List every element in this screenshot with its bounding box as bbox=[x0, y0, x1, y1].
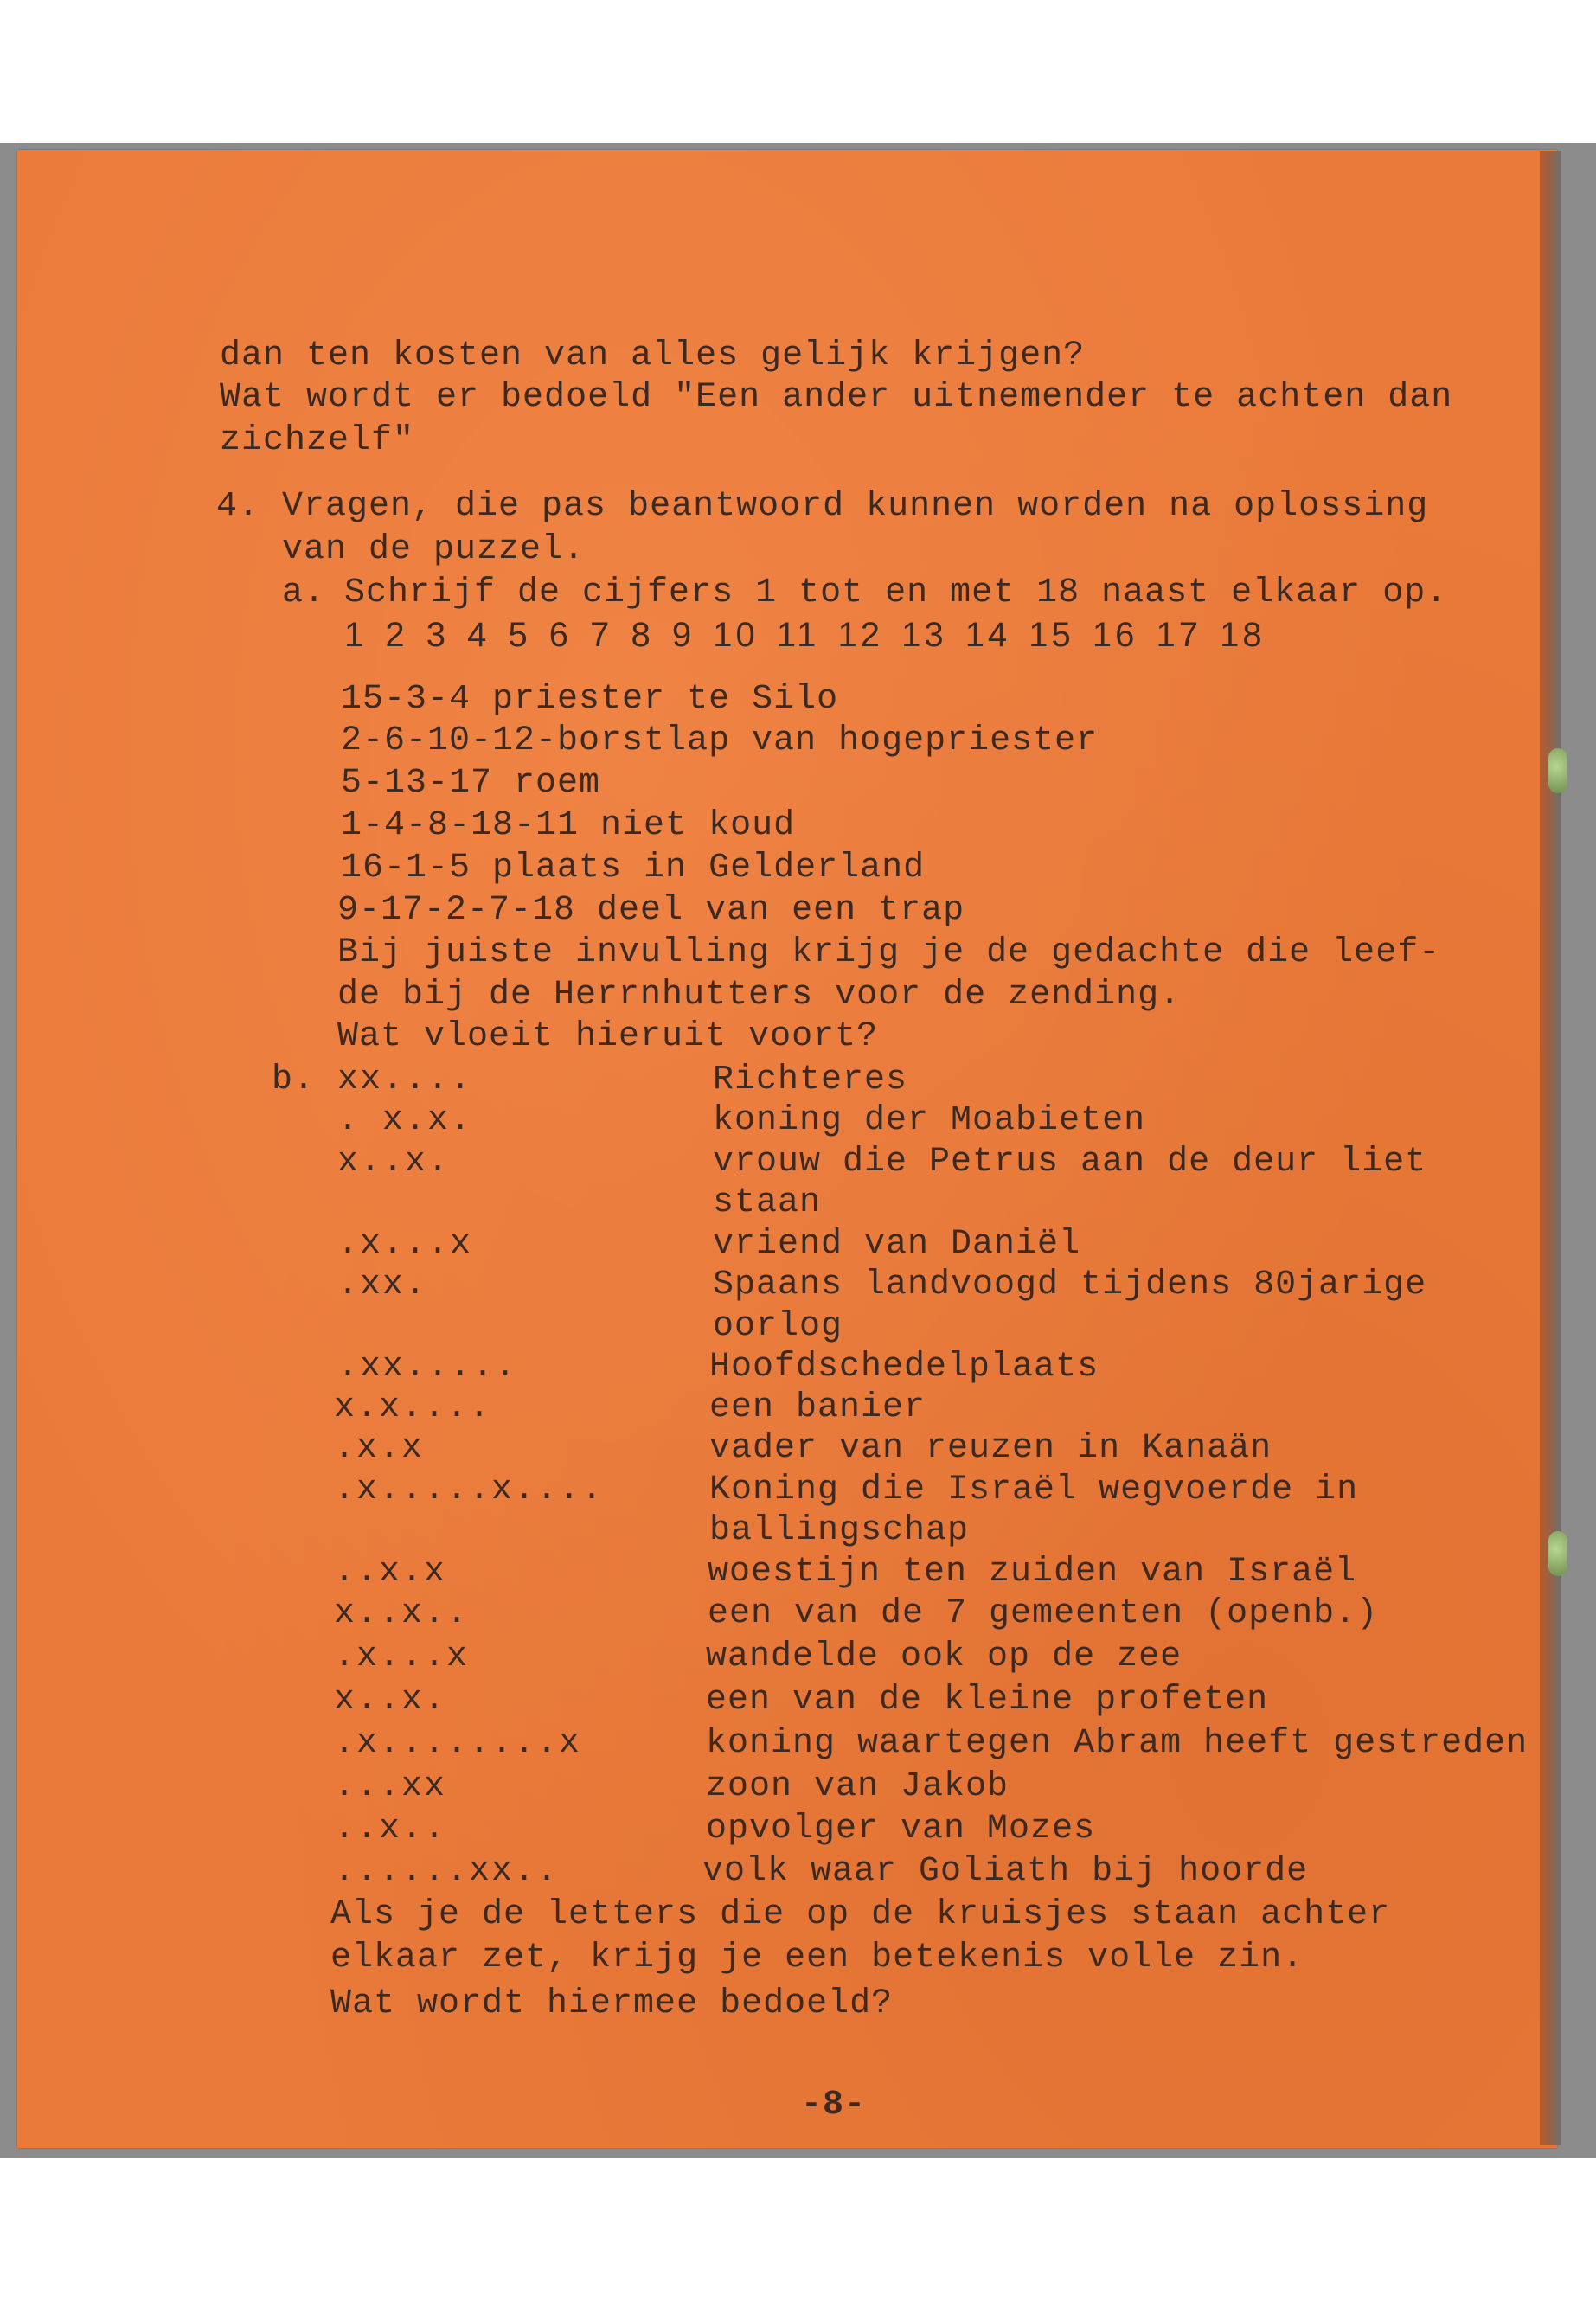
part-b-question: Wat wordt hiermee bedoeld? bbox=[330, 1984, 894, 2023]
part-b-footer-2: elkaar zet, krijg je een betekenis volle zin. bbox=[330, 1939, 1304, 1977]
part-a-clue-6: 9-17-2-7-18 deel van een trap bbox=[337, 891, 965, 930]
part-b-clue-15: wandelde ook op de zee bbox=[706, 1638, 1183, 1676]
part-a-clue-1: 15-3-4 priester te Silo bbox=[341, 680, 839, 719]
digit-row: 1 2 3 4 5 6 7 8 9 10 11 12 13 14 15 16 17 18 bbox=[344, 616, 1266, 654]
part-b-clue-13: woestijn ten zuiden van Israël bbox=[708, 1553, 1357, 1592]
part-b-pattern-1: xx.... bbox=[337, 1061, 473, 1099]
question-text-1: Vragen, die pas beantwoord kunnen worden na oplossing bbox=[282, 487, 1429, 526]
part-b-pattern-16: x..x. bbox=[334, 1681, 447, 1720]
part-b-pattern-3: x..x. bbox=[337, 1143, 451, 1182]
page-number: -8- bbox=[801, 2086, 867, 2125]
part-b-clue-10: vader van reuzen in Kanaän bbox=[709, 1429, 1272, 1468]
part-a-footer-1: Bij juiste invulling krijg je de gedachte die leef- bbox=[337, 933, 1441, 972]
part-b-pattern-11: .x.....x.... bbox=[334, 1471, 605, 1509]
part-b-pattern-15: .x...x bbox=[334, 1638, 470, 1676]
part-a-clue-5: 16-1-5 plaats in Gelderland bbox=[341, 849, 926, 888]
part-a-letter: a. bbox=[282, 574, 326, 612]
part-b-clue-4: staan bbox=[713, 1183, 822, 1222]
staple-top-icon bbox=[1548, 748, 1567, 793]
intro-line-3: zichzelf" bbox=[220, 421, 415, 460]
part-b-clue-6: Spaans landvoogd tijdens 80jarige bbox=[713, 1266, 1427, 1304]
part-a-footer-2: de bij de Herrnhutters voor de zending. bbox=[337, 976, 1182, 1015]
part-b-pattern-17: .x........x bbox=[334, 1724, 582, 1763]
part-b-pattern-20: ......xx.. bbox=[334, 1852, 560, 1891]
part-b-footer-1: Als je de letters die op de kruisjes staan achter bbox=[330, 1895, 1391, 1934]
part-b-clue-1: Richteres bbox=[713, 1061, 908, 1099]
part-b-clue-11: Koning die Israël wegvoerde in bbox=[709, 1471, 1359, 1509]
part-b-clue-5: vriend van Daniël bbox=[713, 1225, 1081, 1264]
part-b-clue-2: koning der Moabieten bbox=[713, 1101, 1146, 1140]
part-b-clue-20: volk waar Goliath bij hoorde bbox=[702, 1852, 1309, 1891]
part-b-pattern-2: . x.x. bbox=[337, 1101, 473, 1140]
part-b-pattern-5: .x...x bbox=[337, 1225, 473, 1264]
part-b-pattern-8: .xx..... bbox=[337, 1348, 518, 1387]
staple-bottom-icon bbox=[1548, 1531, 1567, 1576]
part-a-clue-4: 1-4-8-18-11 niet koud bbox=[341, 806, 796, 845]
part-b-clue-14: een van de 7 gemeenten (openb.) bbox=[708, 1594, 1379, 1633]
part-b-pattern-13: ..x.x bbox=[334, 1553, 447, 1592]
part-b-clue-3: vrouw die Petrus aan de deur liet bbox=[713, 1143, 1427, 1182]
part-b-pattern-9: x.x.... bbox=[334, 1388, 492, 1427]
part-b-pattern-19: ..x.. bbox=[334, 1810, 447, 1849]
question-number: 4. bbox=[216, 487, 260, 526]
part-b-pattern-14: x..x.. bbox=[334, 1594, 470, 1633]
part-a-clue-2: 2-6-10-12-borstlap van hogepriester bbox=[341, 721, 1099, 760]
intro-line-1: dan ten kosten van alles gelijk krijgen? bbox=[220, 336, 1086, 375]
part-b-pattern-6: .xx. bbox=[337, 1266, 428, 1304]
part-b-clue-17: koning waartegen Abram heeft gestreden bbox=[706, 1724, 1529, 1763]
part-b-letter: b. bbox=[272, 1061, 316, 1099]
part-b-clue-19: opvolger van Mozes bbox=[706, 1810, 1096, 1849]
part-b-clue-7: oorlog bbox=[713, 1307, 843, 1346]
page-spine bbox=[1540, 151, 1561, 2145]
part-a-question: Wat vloeit hieruit voort? bbox=[337, 1017, 879, 1056]
part-b-clue-18: zoon van Jakob bbox=[706, 1767, 1010, 1806]
part-b-pattern-10: .x.x bbox=[334, 1429, 425, 1468]
part-b-clue-12: ballingschap bbox=[709, 1511, 970, 1550]
part-a-clue-3: 5-13-17 roem bbox=[341, 764, 601, 803]
part-b-pattern-18: ...xx bbox=[334, 1767, 447, 1806]
question-text-2: van de puzzel. bbox=[282, 530, 586, 569]
part-b-clue-8: Hoofdschedelplaats bbox=[709, 1348, 1099, 1387]
intro-line-2: Wat wordt er bedoeld "Een ander uitnemender te achten dan bbox=[220, 378, 1453, 417]
part-b-clue-9: een banier bbox=[709, 1388, 926, 1427]
part-b-clue-16: een van de kleine profeten bbox=[706, 1681, 1269, 1720]
part-a-instruction: Schrijf de cijfers 1 tot en met 18 naast elkaar op. bbox=[344, 574, 1448, 612]
